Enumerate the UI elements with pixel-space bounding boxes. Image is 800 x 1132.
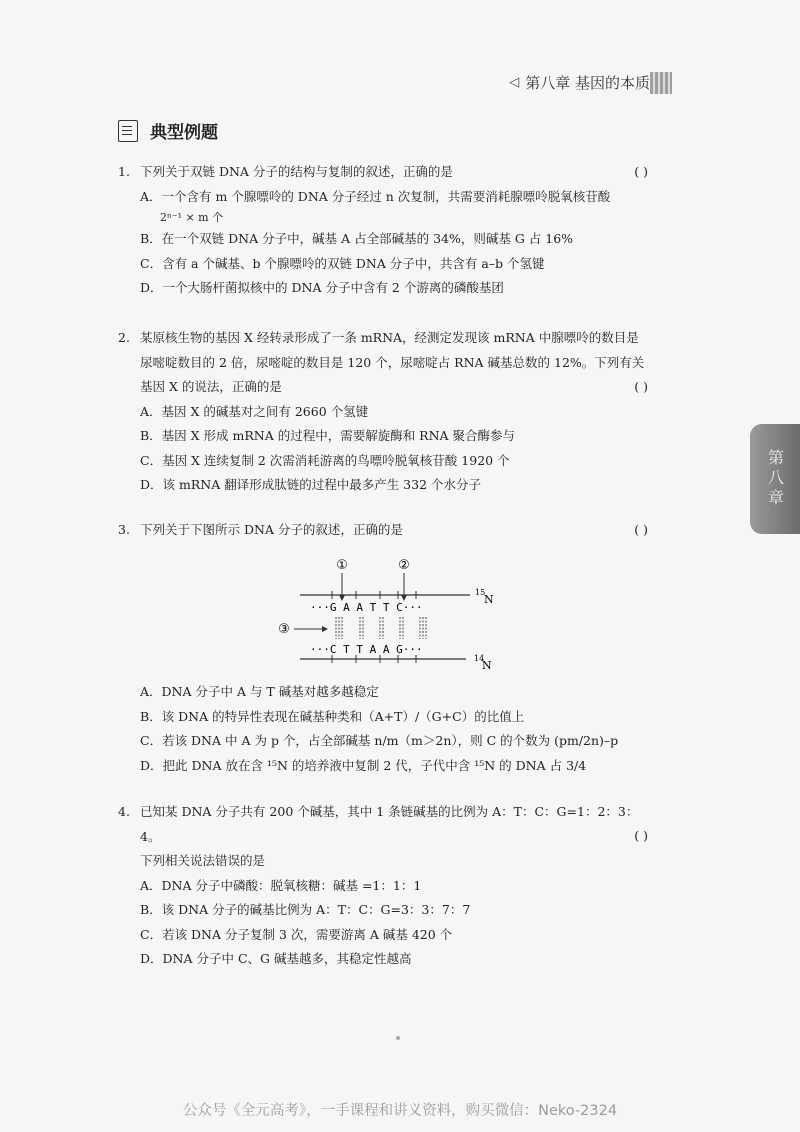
question-stem-line: 某原核生物的基因 X 经转录形成了一条 mRNA，经测定发现该 mRNA 中腺嘌呤的数目是 (140, 330, 639, 345)
answer-blank: ( ) (634, 379, 648, 394)
question-2 (118, 326, 648, 498)
marker-2: ② (398, 558, 410, 573)
question-stem: 下列关于下图所示 DNA 分子的叙述，正确的是 (140, 522, 403, 537)
dna-diagram (270, 555, 500, 670)
option-d: D．DNA 分子中 C、G 碱基越多，其稳定性越高 (140, 951, 412, 966)
bottom-strand-bases: ···C T T A A G··· (310, 643, 423, 656)
option-a: A．DNA 分子中 A 与 T 碱基对越多越稳定 (140, 684, 379, 699)
watermark-footer: 公众号《全元高考》，一手课程和讲义资料，购买微信：Neko-2324 (182, 1103, 618, 1119)
question-1 (118, 160, 648, 301)
chapter-side-tab: 第八章 (750, 424, 800, 534)
question-number: 1. (118, 164, 130, 179)
question-stem-line: 尿嘧啶数目的 2 倍，尿嘧啶的数目是 120 个，尿嘧啶占 RNA 碱基总数的 12%。下列有关 (140, 354, 645, 370)
option-d: D．一个大肠杆菌拟核中的 DNA 分子中含有 2 个游离的磷酸基团 (140, 280, 504, 295)
qr-code-icon (650, 72, 672, 94)
chapter-header (509, 72, 650, 93)
section-title-text: 典型例题 (150, 123, 218, 143)
question-stem: 下列关于双链 DNA 分子的结构与复制的叙述，正确的是 (140, 164, 453, 179)
arrow-3-head (322, 626, 328, 632)
bottom-isotope-n: N (482, 659, 492, 670)
question-stem-line: 基因 X 的说法，正确的是 (140, 379, 282, 394)
option-c: C．含有 a 个碱基、b 个腺嘌呤的双链 DNA 分子中，共含有 a–b 个氢键 (140, 255, 545, 271)
top-isotope-n: N (484, 593, 494, 606)
answer-blank: ( ) (634, 828, 648, 843)
marker-1: ① (336, 558, 348, 573)
chapter-title: 第八章 基因的本质 (525, 74, 650, 92)
option-b: B．在一个双链 DNA 分子中，碱基 A 占全部碱基的 34%，则碱基 G 占 16% (140, 231, 574, 246)
top-isotope-label: 15 (475, 588, 486, 597)
notebook-icon (118, 120, 138, 142)
bottom-isotope-label: 14 (474, 654, 485, 663)
option-b: B．该 DNA 的特异性表现在碱基种类和（A+T）/（G+C）的比值上 (140, 708, 525, 724)
option-a: A．一个含有 m 个腺嘌呤的 DNA 分子经过 n 次复制，共需要消耗腺嘌呤脱氧核苷酸 (140, 188, 611, 204)
triangle-icon: ◁ (509, 75, 520, 90)
option-c: C．基因 X 连续复制 2 次需消耗游离的鸟嘌呤脱氧核苷酸 1920 个 (140, 452, 510, 468)
option-a: A．DNA 分子中磷酸：脱氧核糖：碱基 =1：1：1 (140, 877, 422, 893)
option-c: C．若该 DNA 分子复制 3 次，需要游离 A 碱基 420 个 (140, 926, 453, 942)
option-a-continuation: 2ⁿ⁻¹ × m 个 (160, 211, 224, 224)
hydrogen-bonds (336, 617, 426, 639)
option-d: D．把此 DNA 放在含 ¹⁵N 的培养液中复制 2 代，子代中含 ¹⁵N 的 DNA 占 3/4 (140, 757, 587, 773)
option-b: B．基因 X 形成 mRNA 的过程中，需要解旋酶和 RNA 聚合酶参与 (140, 428, 516, 443)
option-c: C．若该 DNA 中 A 为 p 个，占全部碱基 n/m（m＞2n），则 C 的个数为 (pm/2n)–p (140, 733, 619, 748)
option-d: D．该 mRNA 翻译形成肽链的过程中最多产生 332 个水分子 (140, 477, 482, 492)
question-3-options (118, 680, 648, 778)
question-number: 4. (118, 804, 130, 819)
question-number: 2. (118, 330, 130, 345)
question-3 (118, 518, 648, 543)
answer-blank: ( ) (634, 164, 648, 179)
marker-3: ③ (278, 622, 290, 637)
top-strand-bases: ···G A A T T C··· (310, 601, 423, 614)
option-b: B．该 DNA 分子的碱基比例为 A：T：C：G=3：3：7：7 (140, 902, 471, 917)
question-number: 3. (118, 522, 130, 537)
scan-speck (396, 1036, 400, 1040)
answer-blank: ( ) (634, 522, 648, 537)
question-4 (118, 800, 648, 972)
question-stem-line: 已知某 DNA 分子共有 200 个碱基，其中 1 条链碱基的比例为 A：T：C：G=1：2：3：4。 (140, 804, 639, 844)
section-title (118, 118, 218, 143)
option-a: A．基因 X 的碱基对之间有 2660 个氢键 (140, 403, 369, 419)
question-stem-line: 下列相关说法错误的是 (140, 853, 266, 868)
